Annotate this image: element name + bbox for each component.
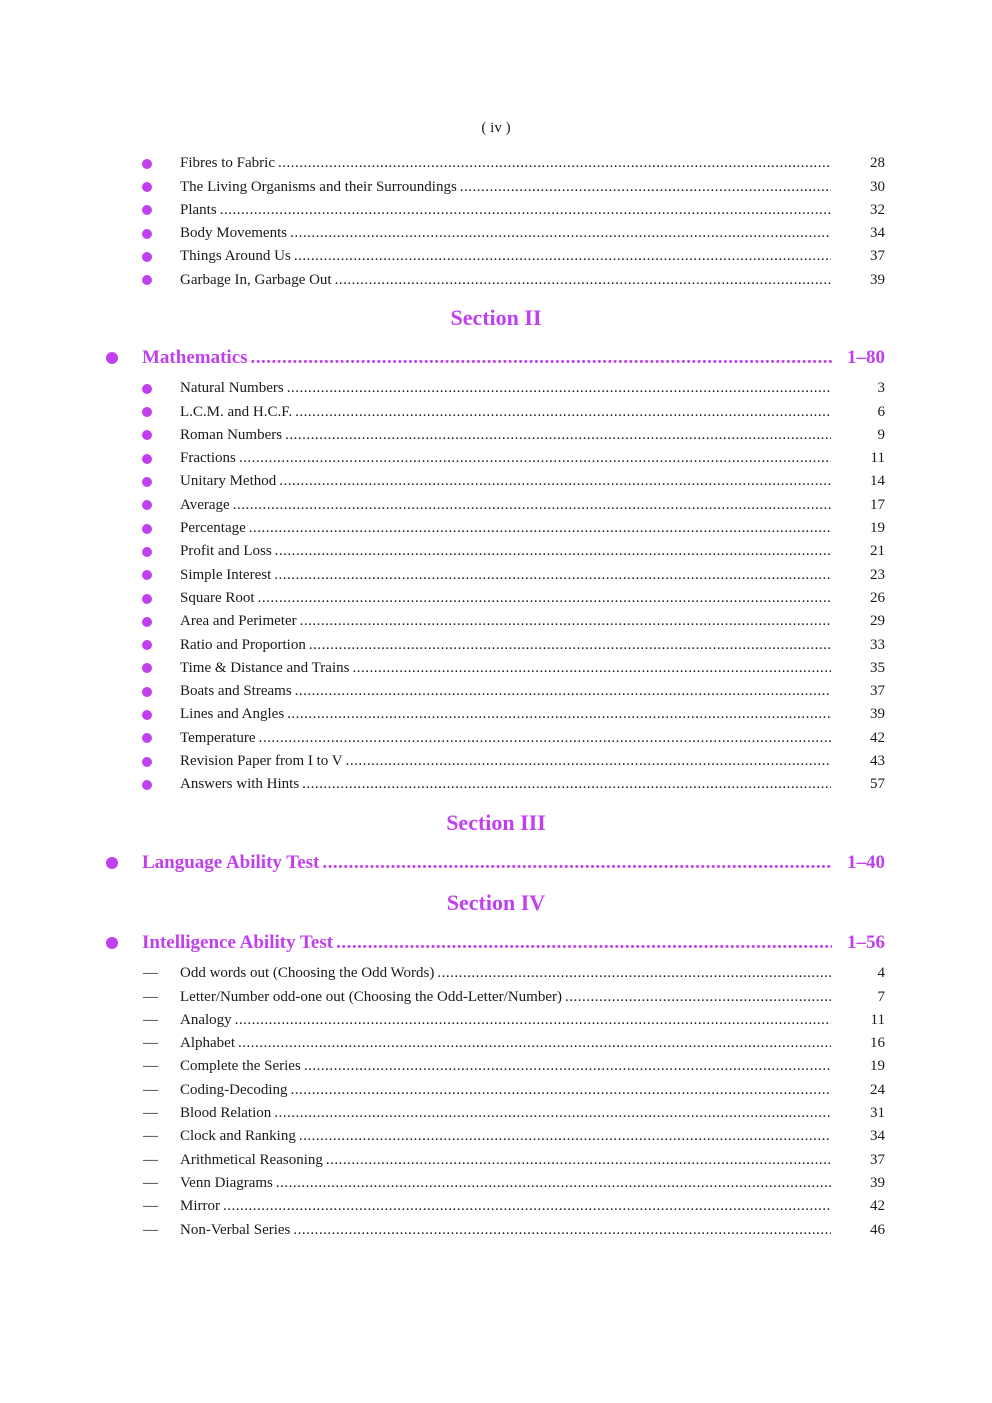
- item-title: Blood Relation: [180, 1105, 272, 1122]
- item-page: 37: [870, 248, 885, 265]
- item-page: 32: [870, 201, 885, 218]
- dot-leader: [233, 494, 831, 517]
- toc-item[interactable]: [0, 1009, 992, 1032]
- item-page: 35: [870, 659, 885, 676]
- bullet-icon: [106, 937, 118, 949]
- item-page: 31: [870, 1105, 885, 1122]
- item-page: 28: [870, 155, 885, 172]
- item-page: 29: [870, 613, 885, 630]
- dot-leader: [335, 269, 831, 292]
- item-title: Simple Interest: [180, 566, 272, 583]
- dot-leader: [274, 1102, 831, 1125]
- item-title: Temperature: [180, 729, 256, 746]
- item-page: 30: [870, 178, 885, 195]
- subject-title: Mathematics: [142, 347, 248, 368]
- item-page: 34: [870, 225, 885, 242]
- toc-item[interactable]: [0, 657, 992, 680]
- section-heading: Section IV: [446, 890, 546, 915]
- item-title: Unitary Method: [180, 473, 277, 490]
- dot-leader: [322, 848, 832, 878]
- dot-leader: [346, 750, 831, 773]
- item-page: 23: [870, 566, 885, 583]
- toc-item[interactable]: [0, 152, 992, 175]
- item-title: Ratio and Proportion: [180, 636, 306, 653]
- item-page: 9: [877, 426, 885, 443]
- dot-leader: [294, 245, 831, 268]
- toc-item[interactable]: [0, 401, 992, 424]
- dot-leader: [300, 610, 831, 633]
- bullet-icon: [142, 570, 152, 580]
- toc-item[interactable]: [0, 1172, 992, 1195]
- item-title: Answers with Hints: [180, 776, 300, 793]
- bullet-icon: [142, 182, 152, 192]
- toc-item[interactable]: [0, 424, 992, 447]
- bullet-icon: [142, 780, 152, 790]
- subject-entry-mathematics[interactable]: [0, 343, 992, 373]
- item-page: 16: [870, 1035, 885, 1052]
- dot-leader: [239, 447, 831, 470]
- item-title: Revision Paper from I to V: [180, 753, 343, 770]
- toc-item[interactable]: [0, 1125, 992, 1148]
- bullet-icon: [142, 710, 152, 720]
- dot-leader: [437, 962, 831, 985]
- item-title: Time & Distance and Trains: [180, 659, 350, 676]
- bullet-icon: [142, 594, 152, 604]
- item-title: Profit and Loss: [180, 543, 272, 560]
- toc-item[interactable]: [0, 703, 992, 726]
- item-title: Natural Numbers: [180, 380, 284, 397]
- item-title: Fractions: [180, 450, 236, 467]
- bullet-icon: [142, 205, 152, 215]
- toc-item[interactable]: [0, 447, 992, 470]
- dash-marker: —: [143, 1198, 158, 1215]
- dot-leader: [565, 986, 831, 1009]
- dot-leader: [295, 680, 831, 703]
- dot-leader: [287, 703, 831, 726]
- toc-item[interactable]: [0, 1102, 992, 1125]
- item-title: Coding-Decoding: [180, 1081, 288, 1098]
- bullet-icon: [142, 430, 152, 440]
- bullet-icon: [106, 352, 118, 364]
- page-number: ( iv ): [481, 120, 511, 136]
- dash-marker: —: [143, 1174, 158, 1191]
- dot-leader: [309, 634, 831, 657]
- dot-leader: [299, 1125, 831, 1148]
- bullet-icon: [142, 500, 152, 510]
- item-page: 19: [870, 520, 885, 537]
- bullet-icon: [142, 733, 152, 743]
- toc-item[interactable]: [0, 680, 992, 703]
- dash-marker: —: [143, 1105, 158, 1122]
- subject-title: Language Ability Test: [142, 852, 320, 873]
- item-page: 39: [870, 1174, 885, 1191]
- toc-item[interactable]: [0, 494, 992, 517]
- item-page: 37: [870, 1151, 885, 1168]
- dash-marker: —: [143, 1058, 158, 1075]
- item-title: Garbage In, Garbage Out: [180, 271, 332, 288]
- section-heading: Section II: [450, 305, 542, 330]
- item-title: Body Movements: [180, 225, 288, 242]
- toc-item[interactable]: [0, 1219, 992, 1242]
- item-title: Things Around Us: [180, 248, 291, 265]
- item-page: 17: [870, 496, 885, 513]
- dot-leader: [302, 773, 831, 796]
- toc-item[interactable]: [0, 222, 992, 245]
- item-page: 21: [870, 543, 885, 560]
- dot-leader: [326, 1149, 831, 1172]
- item-page: 42: [870, 729, 885, 746]
- dot-leader: [304, 1055, 831, 1078]
- dot-leader: [274, 564, 831, 587]
- dot-leader: [220, 199, 831, 222]
- dot-leader: [293, 1219, 831, 1242]
- item-page: 34: [870, 1128, 885, 1145]
- toc-item[interactable]: [0, 1195, 992, 1218]
- toc-item[interactable]: [0, 986, 992, 1009]
- toc-item[interactable]: [0, 540, 992, 563]
- item-title: Odd words out (Choosing the Odd Words): [180, 965, 435, 982]
- item-title: The Living Organisms and their Surroundings: [180, 178, 457, 195]
- item-page: 37: [870, 683, 885, 700]
- item-title: Complete the Series: [180, 1058, 301, 1075]
- item-title: Non-Verbal Series: [180, 1221, 291, 1238]
- dot-leader: [352, 657, 831, 680]
- item-title: Arithmetical Reasoning: [180, 1151, 323, 1168]
- toc-item[interactable]: [0, 587, 992, 610]
- toc-item[interactable]: [0, 470, 992, 493]
- dot-leader: [275, 540, 831, 563]
- item-page: 19: [870, 1058, 885, 1075]
- toc-item[interactable]: [0, 750, 992, 773]
- item-page: 3: [877, 380, 885, 397]
- item-page: 42: [870, 1198, 885, 1215]
- dot-leader: [460, 176, 831, 199]
- toc-item[interactable]: [0, 773, 992, 796]
- dot-leader: [235, 1009, 831, 1032]
- item-page: 11: [870, 450, 885, 467]
- toc-item[interactable]: [0, 727, 992, 750]
- dot-leader: [251, 343, 832, 373]
- bullet-icon: [142, 757, 152, 767]
- item-title: Roman Numbers: [180, 426, 283, 443]
- mathematics-list: [0, 377, 992, 796]
- dot-leader: [290, 222, 831, 245]
- item-page: 24: [870, 1081, 885, 1098]
- dot-leader: [259, 727, 831, 750]
- dash-marker: —: [143, 1035, 158, 1052]
- item-title: Percentage: [180, 520, 246, 537]
- toc-item[interactable]: [0, 564, 992, 587]
- dot-leader: [336, 928, 832, 958]
- dot-leader: [295, 401, 831, 424]
- bullet-icon: [142, 454, 152, 464]
- toc-item[interactable]: [0, 199, 992, 222]
- item-title: Square Root: [180, 589, 255, 606]
- bullet-icon: [142, 687, 152, 697]
- dot-leader: [278, 152, 831, 175]
- dot-leader: [258, 587, 831, 610]
- toc-item[interactable]: [0, 245, 992, 268]
- section-heading: Section III: [446, 810, 546, 835]
- bullet-icon: [142, 524, 152, 534]
- dash-marker: —: [143, 1221, 158, 1238]
- dot-leader: [249, 517, 831, 540]
- bullet-icon: [142, 640, 152, 650]
- bullet-icon: [142, 547, 152, 557]
- item-page: 46: [870, 1221, 885, 1238]
- dash-marker: —: [143, 1151, 158, 1168]
- dash-marker: —: [143, 965, 158, 982]
- item-title: L.C.M. and H.C.F.: [180, 403, 293, 420]
- dot-leader: [285, 424, 831, 447]
- subject-entry-language[interactable]: [0, 848, 992, 878]
- item-page: 39: [870, 271, 885, 288]
- item-title: Analogy: [180, 1011, 232, 1028]
- subject-entry-intelligence[interactable]: [0, 928, 992, 958]
- item-page: 33: [870, 636, 885, 653]
- toc-item[interactable]: [0, 1149, 992, 1172]
- dash-marker: —: [143, 1011, 158, 1028]
- item-page: 57: [870, 776, 885, 793]
- dash-marker: —: [143, 1081, 158, 1098]
- subject-pages: 1–40: [847, 852, 885, 873]
- subject-title: Intelligence Ability Test: [142, 932, 334, 953]
- toc-item[interactable]: [0, 269, 992, 292]
- item-title: Plants: [180, 201, 217, 218]
- dot-leader: [238, 1032, 831, 1055]
- dot-leader: [279, 470, 831, 493]
- item-title: Venn Diagrams: [180, 1174, 273, 1191]
- toc-item[interactable]: [0, 176, 992, 199]
- dot-leader: [290, 1079, 831, 1102]
- bullet-icon: [142, 617, 152, 627]
- bullet-icon: [142, 252, 152, 262]
- toc-item[interactable]: [0, 377, 992, 400]
- dot-leader: [223, 1195, 831, 1218]
- dot-leader: [287, 377, 831, 400]
- item-title: Lines and Angles: [180, 706, 285, 723]
- subject-pages: 1–56: [847, 932, 885, 953]
- bullet-icon: [142, 229, 152, 239]
- bullet-icon: [142, 663, 152, 673]
- item-page: 14: [870, 473, 885, 490]
- item-page: 39: [870, 706, 885, 723]
- item-page: 11: [870, 1011, 885, 1028]
- item-page: 43: [870, 753, 885, 770]
- bullet-icon: [106, 857, 118, 869]
- item-page: 4: [877, 965, 885, 982]
- toc-item[interactable]: [0, 634, 992, 657]
- item-page: 26: [870, 589, 885, 606]
- item-page: 7: [877, 988, 885, 1005]
- continued-list: [0, 152, 992, 292]
- bullet-icon: [142, 384, 152, 394]
- item-title: Boats and Streams: [180, 683, 292, 700]
- item-title: Clock and Ranking: [180, 1128, 296, 1145]
- toc-item[interactable]: [0, 1032, 992, 1055]
- subject-pages: 1–80: [847, 347, 885, 368]
- toc-item[interactable]: [0, 1055, 992, 1078]
- bullet-icon: [142, 407, 152, 417]
- toc-item[interactable]: [0, 517, 992, 540]
- dot-leader: [276, 1172, 831, 1195]
- item-title: Alphabet: [180, 1035, 235, 1052]
- dash-marker: —: [143, 988, 158, 1005]
- item-page: 6: [877, 403, 885, 420]
- bullet-icon: [142, 275, 152, 285]
- bullet-icon: [142, 477, 152, 487]
- toc-item[interactable]: [0, 1079, 992, 1102]
- item-title: Area and Perimeter: [180, 613, 297, 630]
- item-title: Fibres to Fabric: [180, 155, 275, 172]
- item-title: Average: [180, 496, 230, 513]
- bullet-icon: [142, 159, 152, 169]
- toc-item[interactable]: [0, 962, 992, 985]
- toc-item[interactable]: [0, 610, 992, 633]
- dash-marker: —: [143, 1128, 158, 1145]
- item-title: Letter/Number odd-one out (Choosing the Odd-Letter/Number): [180, 988, 562, 1005]
- intelligence-list: [0, 962, 992, 1242]
- item-title: Mirror: [180, 1198, 220, 1215]
